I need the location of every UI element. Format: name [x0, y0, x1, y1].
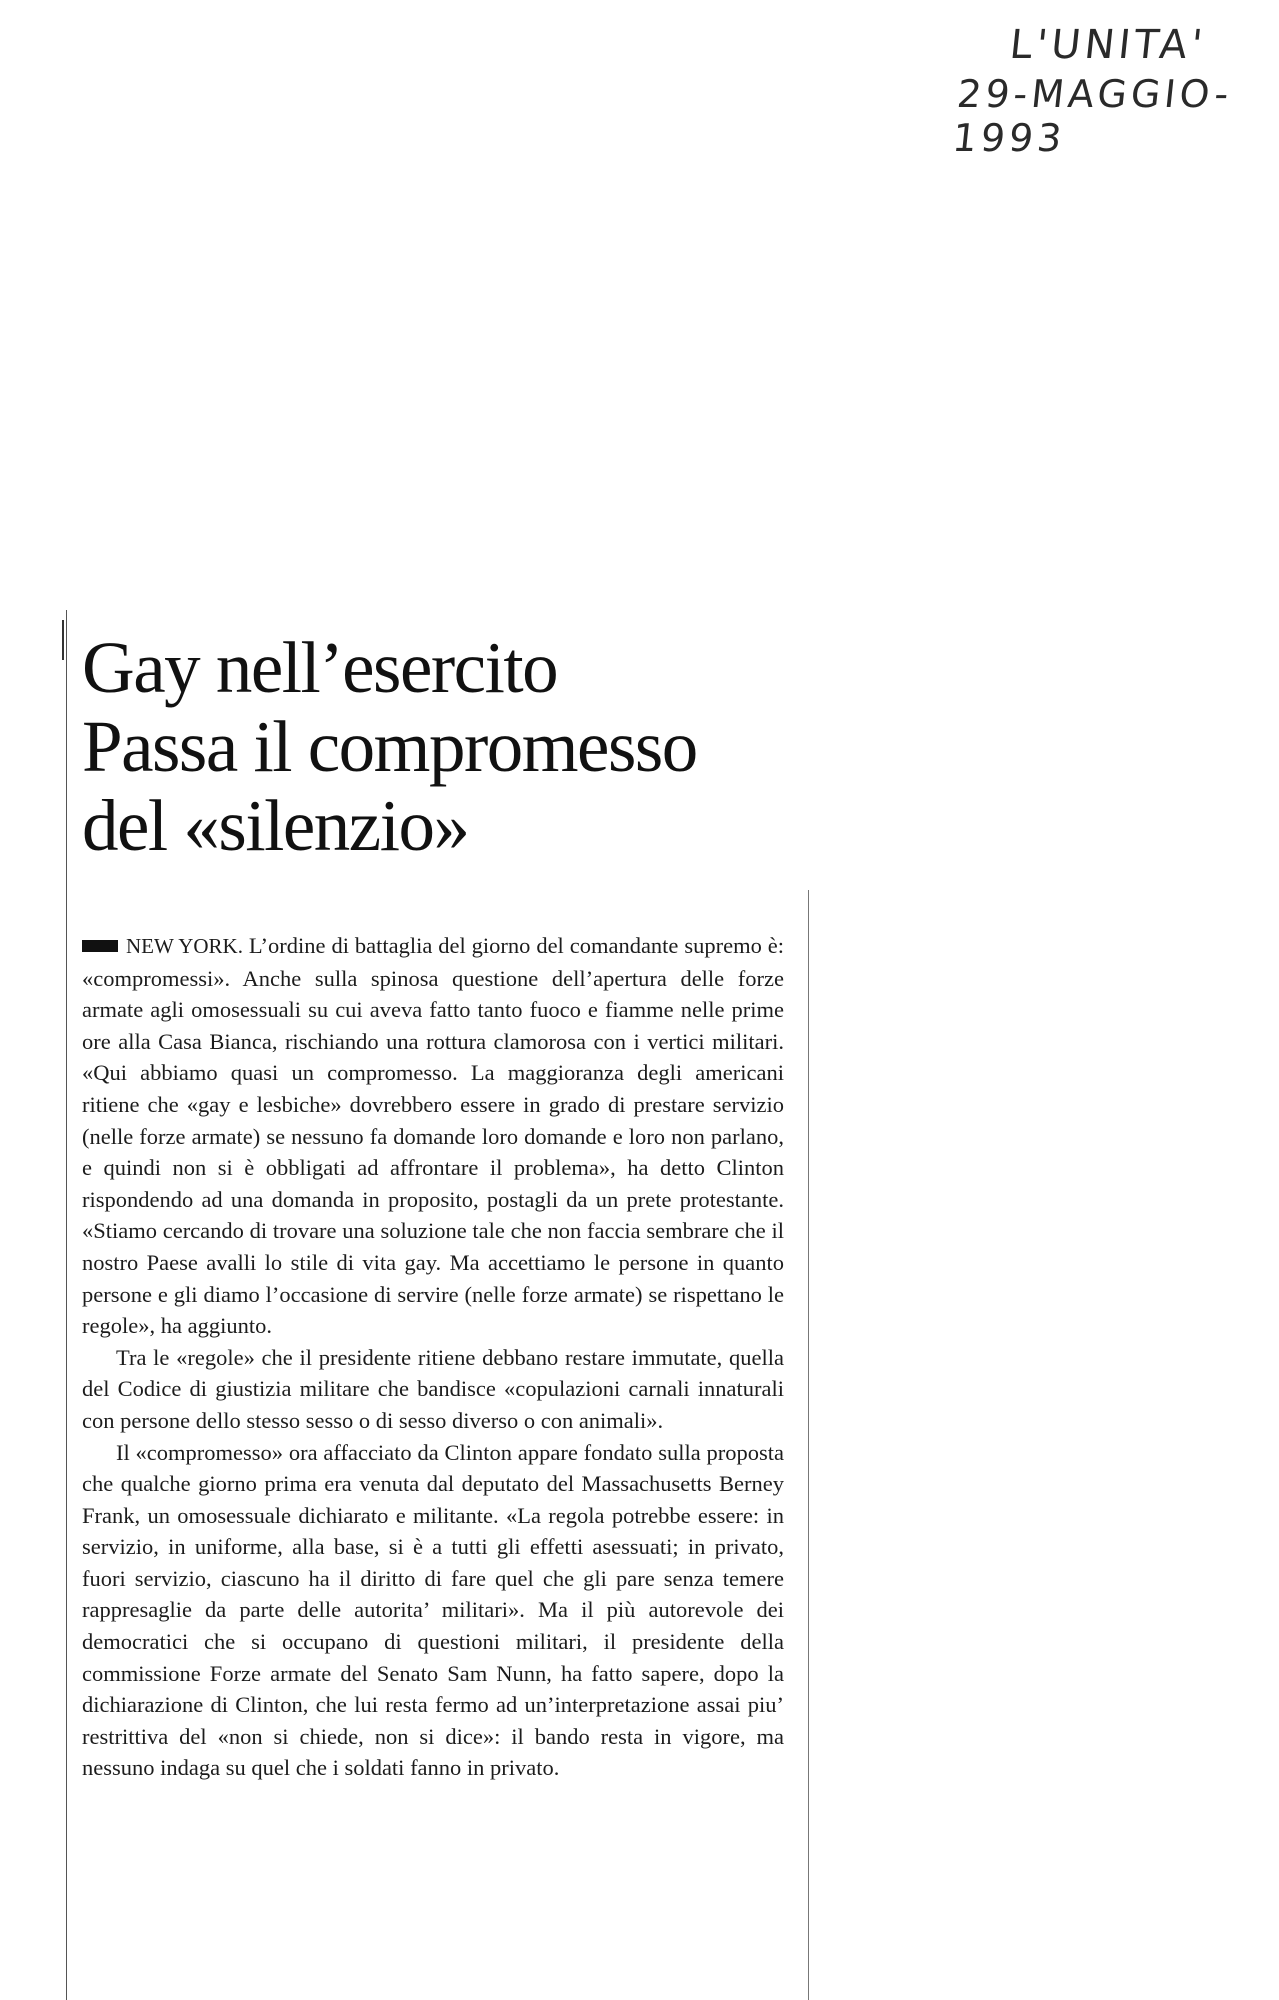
column-rule-left [66, 610, 67, 2000]
handwritten-date-note: 29-MAGGIO-1993 [950, 72, 1235, 160]
handwritten-source-note: L'UNITA' [1007, 22, 1209, 68]
headline-line-1: Gay nell’esercito [82, 627, 558, 708]
article-paragraph-1 [82, 930, 784, 1342]
article-body [82, 930, 784, 1784]
dateline: NEW YORK. [126, 934, 243, 958]
lead-marker-icon [82, 940, 118, 952]
headline-line-3: del «silenzio» [82, 785, 469, 866]
paragraph-1-text: L’ordine di battaglia del giorno del comandante supremo è: «compromessi». Anche sulla spinosa questione dell’apertura delle forze armate agli omosessuali su cui aveva fatto tanto fuoco e fiamme nelle prime ore alla Casa Bianca, rischiando una rottura clamorosa con i vertici militari. «Qui abbiamo quasi un compromesso. La maggioranza degli americani ritiene che «gay e lesbiche» dovrebbero essere in grado di prestare servizio (nelle forze armate) se nessuno fa domande loro domande e loro non parlano, e quindi non si è obbligati ad affrontare il problema», ha detto Clinton rispondendo ad una domanda in proposito, postagli da un prete protestante. «Stiamo cercando di trovare una soluzione tale che non faccia sembrare che il nostro Paese avalli lo stile di vita gay. Ma accettiamo le persone in quanto persone e gli diamo l’occasione di servire (nelle forze armate) se rispettano le regole», ha aggiunto. [82, 933, 784, 1339]
column-rule-left-tick [62, 620, 64, 660]
article-paragraph-2: Tra le «regole» che il presidente ritiene debbano restare immutate, quella del Codice di giustizia militare che bandisce «copulazioni carnali innaturali con persone dello stesso sesso o di sesso diverso o con animali». [82, 1344, 784, 1433]
column-rule-right [808, 890, 809, 2000]
article-paragraph-3: Il «compromesso» ora affacciato da Clinton appare fondato sulla proposta che qualche giorno prima era venuta dal deputato del Massachusetts Berney Frank, un omosessuale dichiarato e militante. «La regola potrebbe essere: in servizio, in uniforme, alla base, si è a tutti gli effetti asessuati; in privato, fuori servizio, ciascuno ha il diritto di fare quel che gli pare senza temere rappresaglie da parte delle autorita’ militari». Ma il più autorevole dei democratici che si occupano di questioni militari, il presidente della commissione Forze armate del Senato Sam Nunn, ha fatto sapere, dopo la dichiarazione di Clinton, che lui resta fermo ad un’interpretazione assai piu’ restrittiva del «non si chiede, non si dice»: il bando resta in vigore, ma nessuno indaga su quel che i soldati fanno in privato. [82, 1439, 784, 1781]
headline-line-2: Passa il compromesso [82, 706, 697, 787]
article-headline [82, 628, 802, 865]
